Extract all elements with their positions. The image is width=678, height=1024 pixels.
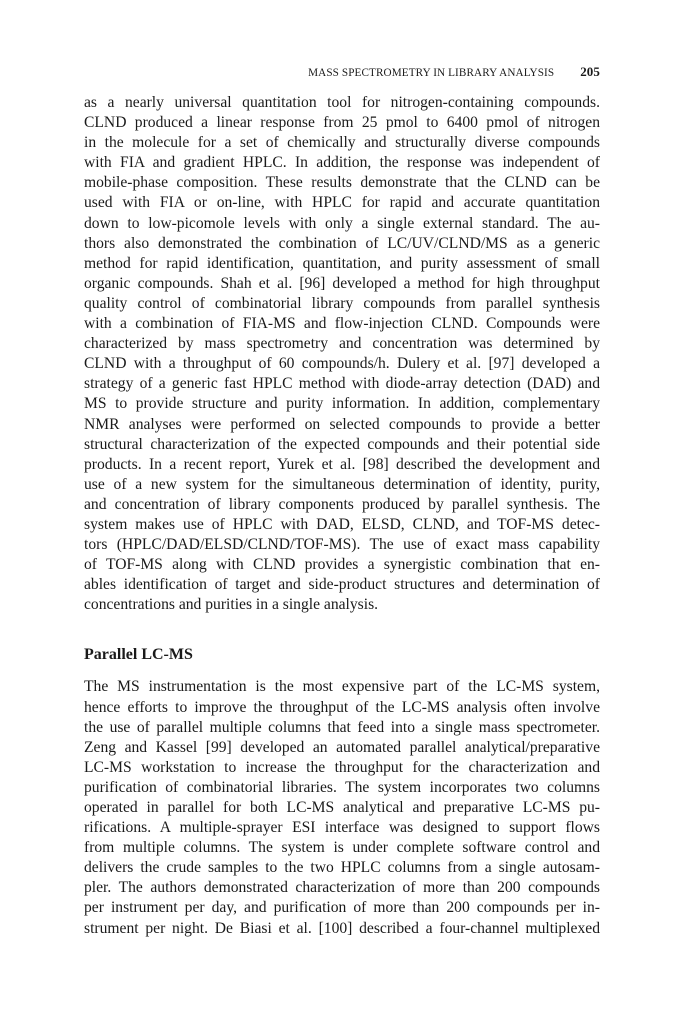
text-line: thors also demonstrated the combination of LC/UV/CLND/MS as a generic xyxy=(84,234,600,252)
text-line: with a combination of FIA-MS and flow-injection CLND. Compounds were xyxy=(84,315,600,333)
page-number: 205 xyxy=(580,64,600,79)
text-line: per instrument per day, and purification of more than 200 compounds per in- xyxy=(84,899,600,917)
text-line: method for rapid identification, quantitation, and purity assessment of small xyxy=(84,254,600,272)
text-line: rifications. A multiple-sprayer ESI interface was designed to support flows xyxy=(84,819,600,837)
text-line: with FIA and gradient HPLC. In addition, the response was independent of xyxy=(84,154,600,172)
text-line: from multiple columns. The system is under complete software control and xyxy=(84,839,600,857)
text-line: CLND with a throughput of 60 compounds/h. Dulery et al. [97] developed a xyxy=(84,355,600,373)
text-line: LC-MS workstation to increase the throughput for the characterization and xyxy=(84,758,600,776)
text-line: strument per night. De Biasi et al. [100] described a four-channel multiplexed xyxy=(84,919,600,937)
text-line: characterized by mass spectrometry and concentration was determined by xyxy=(84,335,600,353)
text-line: system makes use of HPLC with DAD, ELSD, CLND, and TOF-MS detec- xyxy=(84,515,600,533)
text-line: purification of combinatorial libraries. The system incorporates two columns xyxy=(84,778,600,796)
text-line: MS to provide structure and purity information. In addition, complementary xyxy=(84,395,600,413)
text-line: The MS instrumentation is the most expensive part of the LC-MS system, xyxy=(84,678,600,696)
text-line: hence efforts to improve the throughput of the LC-MS analysis often involve xyxy=(84,698,600,716)
section-heading: Parallel LC-MS xyxy=(84,646,193,664)
text-line: organic compounds. Shah et al. [96] developed a method for high throughput xyxy=(84,274,600,292)
text-line: mobile-phase composition. These results demonstrate that the CLND can be xyxy=(84,174,600,192)
text-line: NMR analyses were performed on selected compounds to provide a better xyxy=(84,415,600,433)
text-line: ables identification of target and side-product structures and determination of xyxy=(84,576,600,594)
text-line: use of a new system for the simultaneous determination of identity, purity, xyxy=(84,475,600,493)
text-line: CLND produced a linear response from 25 pmol to 6400 pmol of nitrogen xyxy=(84,114,600,132)
text-line: in the molecule for a set of chemically and structurally diverse compounds xyxy=(84,134,600,152)
text-line: used with FIA or on-line, with HPLC for rapid and accurate quantitation xyxy=(84,194,600,212)
text-line: tors (HPLC/DAD/ELSD/CLND/TOF-MS). The use of exact mass capability xyxy=(84,536,600,554)
text-line: operated in parallel for both LC-MS analytical and preparative LC-MS pu- xyxy=(84,799,600,816)
text-line: and concentration of library components produced by parallel synthesis. The xyxy=(84,495,600,513)
text-line: Zeng and Kassel [99] developed an automated parallel analytical/preparative xyxy=(84,738,600,756)
running-head xyxy=(84,64,600,80)
text-line: products. In a recent report, Yurek et al. [98] described the development and xyxy=(84,455,600,473)
text-line: down to low-picomole levels with only a single external standard. The au- xyxy=(84,214,600,232)
page-body xyxy=(84,93,600,939)
text-line: concentrations and purities in a single analysis. xyxy=(84,596,379,614)
text-line: strategy of a generic fast HPLC method with diode-array detection (DAD) and xyxy=(84,375,600,393)
paragraph-1 xyxy=(84,93,600,615)
text-line: pler. The authors demonstrated characterization of more than 200 compounds xyxy=(84,879,600,897)
text-line: of TOF-MS along with CLND provides a synergistic combination that en- xyxy=(84,556,600,574)
text-line: delivers the crude samples to the two HPLC columns from a single autosam- xyxy=(84,859,600,877)
text-line: the use of parallel multiple columns that feed into a single mass spectrometer. xyxy=(84,718,600,736)
running-title: MASS SPECTROMETRY IN LIBRARY ANALYSIS xyxy=(308,67,555,79)
text-line: as a nearly universal quantitation tool for nitrogen-containing compounds. xyxy=(84,94,600,111)
text-line: structural characterization of the expected compounds and their potential side xyxy=(84,435,600,453)
text-line: quality control of combinatorial library compounds from parallel synthesis xyxy=(84,294,600,312)
paragraph-2 xyxy=(84,677,600,938)
